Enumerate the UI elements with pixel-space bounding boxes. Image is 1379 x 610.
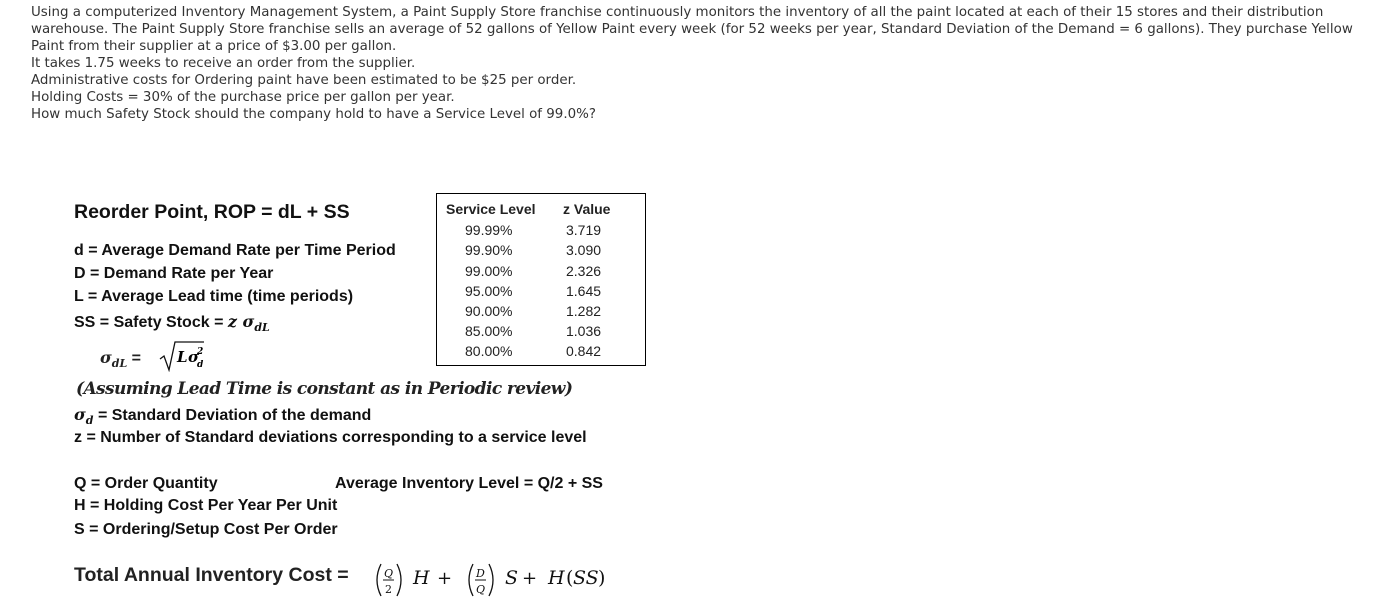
svg-text:H: H [548, 567, 565, 589]
def-L: L = Average Lead time (time periods) [74, 288, 354, 305]
svg-text:D: D [476, 567, 485, 580]
sigma-dl-formula [100, 340, 220, 372]
def-ss-label: SS = Safety Stock = [74, 314, 228, 331]
svg-text:): ) [598, 567, 606, 589]
z-value-cell: 0.842 [566, 343, 602, 359]
svg-text:Q: Q [476, 583, 486, 596]
svg-text:S: S [505, 567, 519, 589]
def-d: d = Average Demand Rate per Time Period [74, 242, 396, 259]
z-value-cell: 3.090 [566, 242, 602, 258]
col-header-service-level: Service Level [446, 201, 536, 217]
assumption-note: (Assuming Lead Time is constant as in Periodic review) [76, 379, 573, 399]
z-value-table [436, 193, 646, 366]
def-q: Q = Order Quantity [74, 475, 218, 492]
svg-text:SS: SS [573, 567, 599, 589]
service-level-cell: 99.90% [465, 242, 513, 258]
svg-text:+: + [522, 568, 538, 589]
problem-statement [31, 4, 1366, 123]
def-s: S = Ordering/Setup Cost Per Order [74, 521, 338, 538]
avg-inventory-formula: Average Inventory Level = Q/2 + SS [335, 475, 603, 492]
z-value-cell: 1.282 [566, 303, 602, 319]
service-level-cell: 99.99% [465, 222, 513, 238]
sigma-dl-lhs: $\sigma_{dL}$ = [100, 348, 142, 371]
sigma-d-symbol: σ [74, 405, 86, 424]
service-level-cell: 99.00% [465, 263, 513, 279]
sigma-d-subscript: d [85, 414, 94, 428]
svg-text:2: 2 [385, 583, 392, 596]
service-level-cell: 90.00% [465, 303, 513, 319]
def-h: H = Holding Cost Per Year Per Unit [74, 497, 338, 514]
service-level-cell: 80.00% [465, 343, 513, 359]
z-value-cell: 3.719 [566, 222, 602, 238]
holding-costs-line: Holding Costs = 30% of the purchase price per gallon per year. [31, 90, 455, 105]
sigma-d-label: = Standard Deviation of the demand [97, 407, 372, 424]
def-D: D = Demand Rate per Year [74, 265, 274, 282]
problem-paragraph: Using a computerized Inventory Management System, a Paint Supply Store franchise continuously monitors the inventory of all the paint located at each of their 15 stores and their distribution warehouse. The Paint Supply Store franchise sells an average of 52 gallons of Yellow Paint every week (for 52 weeks per year, Standard Deviation of the Demand = 6 gallons). They purchase Yellow Paint from their supplier at a price of $3.00 per gallon. [31, 5, 1353, 54]
svg-text:+: + [437, 568, 453, 589]
admin-costs-line: Administrative costs for Ordering paint have been estimated to be $25 per order. [31, 73, 577, 88]
rop-formula-title: Reorder Point, ROP = dL + SS [74, 201, 350, 223]
svg-text:2: 2 [197, 347, 204, 357]
svg-text:L: L [177, 348, 188, 366]
def-ss-symbol: z σ [227, 312, 255, 331]
z-value-cell: 2.326 [566, 263, 602, 279]
svg-text:σ: σ [188, 348, 200, 366]
def-ss-subscript: dL [254, 321, 270, 335]
lead-time-line: It takes 1.75 weeks to receive an order from the supplier. [31, 56, 416, 71]
service-level-cell: 95.00% [465, 283, 513, 299]
def-ss [74, 312, 270, 334]
svg-text:Q: Q [384, 567, 394, 580]
z-value-cell: 1.645 [566, 283, 602, 299]
total-annual-cost-formula [74, 556, 674, 602]
def-z: z = Number of Standard deviations corresponding to a service level [74, 429, 587, 446]
z-value-cell: 1.036 [566, 323, 602, 339]
sqrt-l-sigma-d-squared [158, 340, 218, 372]
col-header-z-value: z Value [563, 201, 611, 217]
svg-text:d: d [197, 360, 204, 370]
service-level-cell: 85.00% [465, 323, 513, 339]
tac-label: Total Annual Inventory Cost = [74, 564, 349, 586]
tac-equation [372, 556, 672, 602]
svg-text:H: H [413, 567, 430, 589]
question-line: How much Safety Stock should the company hold to have a Service Level of 99.0%? [31, 107, 596, 122]
svg-text:(: ( [566, 567, 574, 589]
def-sigma-d [74, 405, 371, 427]
